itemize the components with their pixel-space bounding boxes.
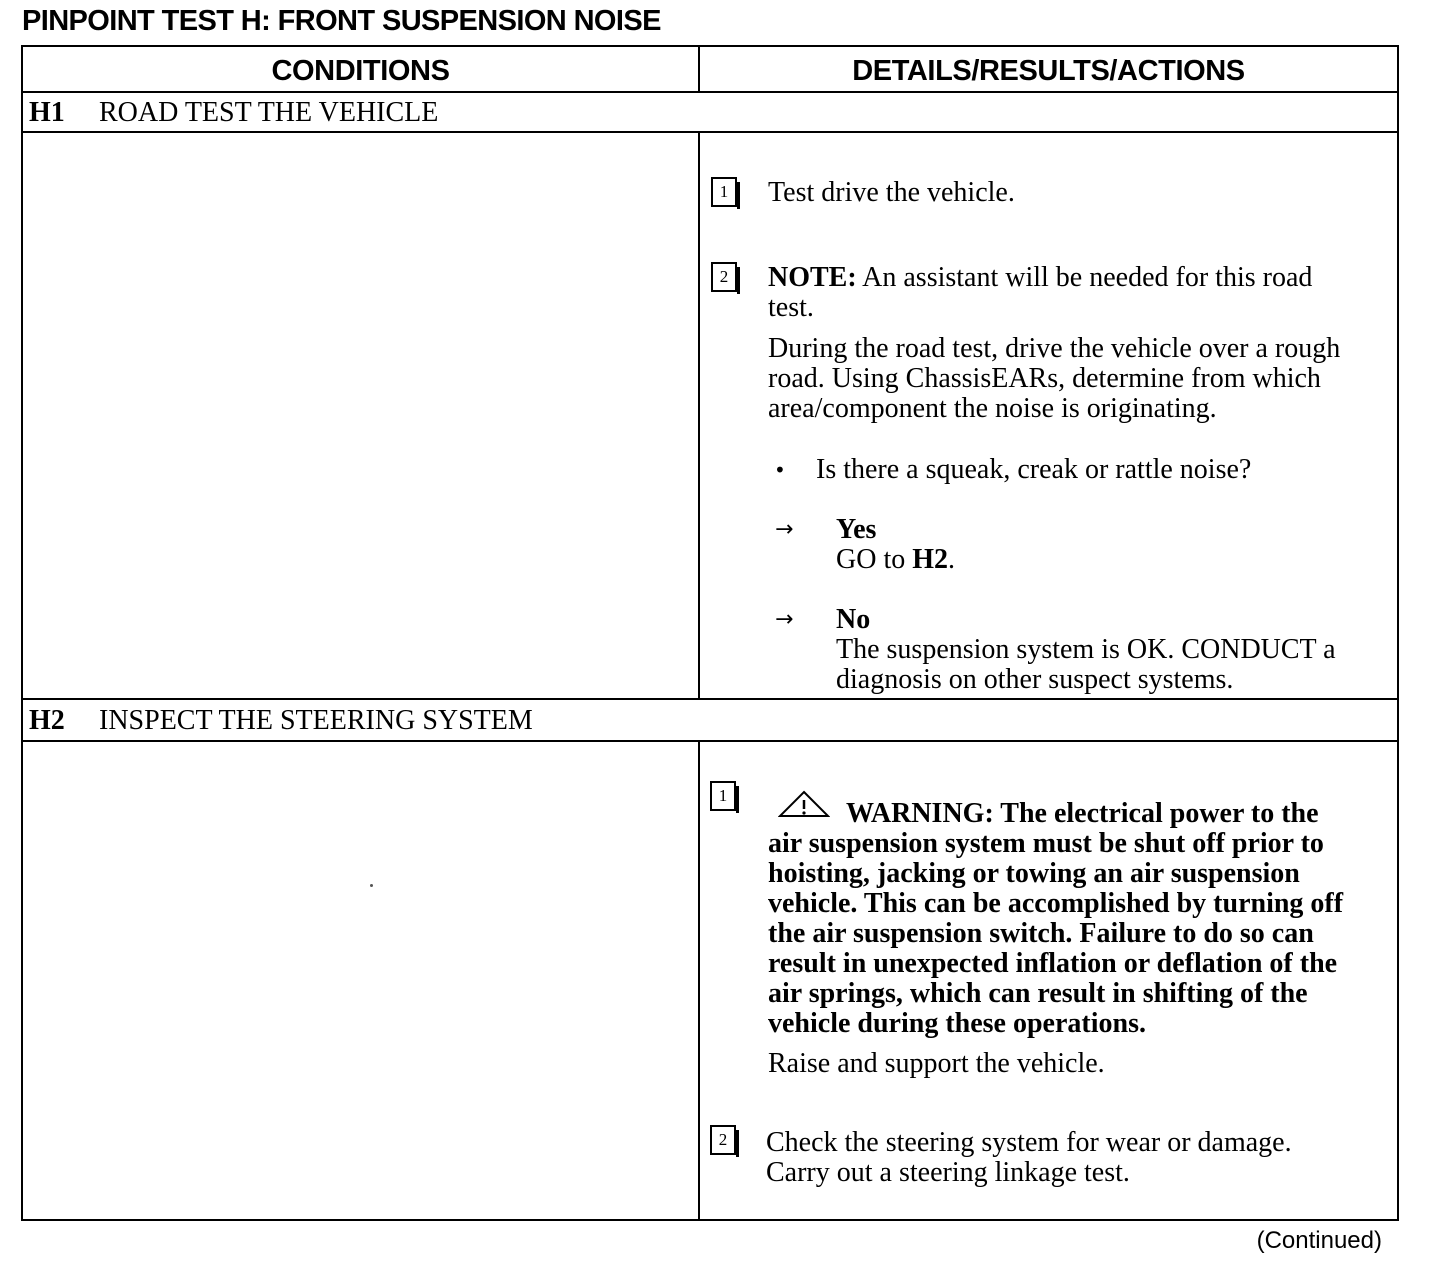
continued-label: (Continued) <box>1256 1227 1382 1254</box>
step-h2-row <box>23 701 1397 739</box>
h2-column-divider <box>698 740 700 1219</box>
h2-warning-line8: vehicle during these operations. <box>768 1008 1146 1039</box>
h1-note-line1 <box>768 263 1312 293</box>
scan-speck <box>370 884 373 887</box>
h1-step1-number-box <box>711 177 737 207</box>
h2-step1-after: Raise and support the vehicle. <box>768 1048 1105 1079</box>
h1-step2-number-box <box>711 262 737 292</box>
h1-note-line2: test. <box>768 292 814 323</box>
h1-no-line2: diagnosis on other suspect systems. <box>836 664 1234 695</box>
yes-go-end: . <box>948 544 956 575</box>
note-label: NOTE: <box>768 262 857 293</box>
warning-triangle-icon <box>778 790 830 818</box>
step-h1-title: ROAD TEST THE VEHICLE <box>99 97 439 128</box>
pinpoint-test-table <box>21 45 1399 1221</box>
h1-para-line2: road. Using ChassisEARs, determine from which <box>768 363 1321 394</box>
h2-step2-line1: Check the steering system for wear or damage. <box>766 1127 1292 1158</box>
h2-warning-line1: WARNING: The electrical power to the <box>846 798 1319 829</box>
h2-warning-line6: result in unexpected inflation or deflation of the <box>768 948 1338 979</box>
yes-go-target: H2 <box>912 544 949 575</box>
arrow-right-icon: → <box>775 517 794 542</box>
header-column-divider <box>698 47 700 91</box>
h2-warning-line5: the air suspension switch. Failure to do so can <box>768 918 1314 949</box>
h1-step1-text: Test drive the vehicle. <box>768 177 1015 208</box>
h1-question: Is there a squeak, creak or rattle noise? <box>816 454 1252 485</box>
h1-no-line1: The suspension system is OK. CONDUCT a <box>836 634 1336 665</box>
step-h1-row <box>23 93 1397 131</box>
h2-warning-line2: air suspension system must be shut off prior to <box>768 828 1324 859</box>
page-title: PINPOINT TEST H: FRONT SUSPENSION NOISE <box>22 5 661 37</box>
h2-warning-line4: vehicle. This can be accomplished by turning off <box>768 888 1344 919</box>
h1-column-divider <box>698 131 700 698</box>
h1-yes-action <box>836 545 955 575</box>
step-h1-id: H1 <box>29 97 65 128</box>
h1-step1-number: 1 <box>719 182 729 201</box>
bullet-icon: • <box>774 458 786 482</box>
h2-step2-number-box <box>710 1125 736 1155</box>
h1-yes-label: Yes <box>836 514 877 545</box>
h1-step2-number: 2 <box>719 267 729 286</box>
h1-para-line3: area/component the noise is originating. <box>768 393 1217 424</box>
h2-step1-number-box <box>710 781 736 811</box>
conditions-header: CONDITIONS <box>271 55 450 87</box>
h2-step1-number: 1 <box>718 786 728 805</box>
yes-go-text: GO to <box>836 544 913 575</box>
h1-no-label: No <box>836 604 871 635</box>
arrow-right-icon: → <box>775 607 794 632</box>
h1-para-line1: During the road test, drive the vehicle over a rough <box>768 333 1341 364</box>
h1-bottom-divider <box>23 698 1397 700</box>
h2-warning-line7: air springs, which can result in shifting of the <box>768 978 1308 1009</box>
h2-warning-line3: hoisting, jacking or towing an air suspension <box>768 858 1300 889</box>
note-text: An assistant will be needed for this road <box>856 262 1313 293</box>
h2-step2-line2: Carry out a steering linkage test. <box>766 1157 1130 1188</box>
step-h2-id: H2 <box>29 705 65 736</box>
h2-step2-number: 2 <box>718 1130 728 1149</box>
step-h2-title: INSPECT THE STEERING SYSTEM <box>99 705 533 736</box>
details-header: DETAILS/RESULTS/ACTIONS <box>852 55 1245 87</box>
